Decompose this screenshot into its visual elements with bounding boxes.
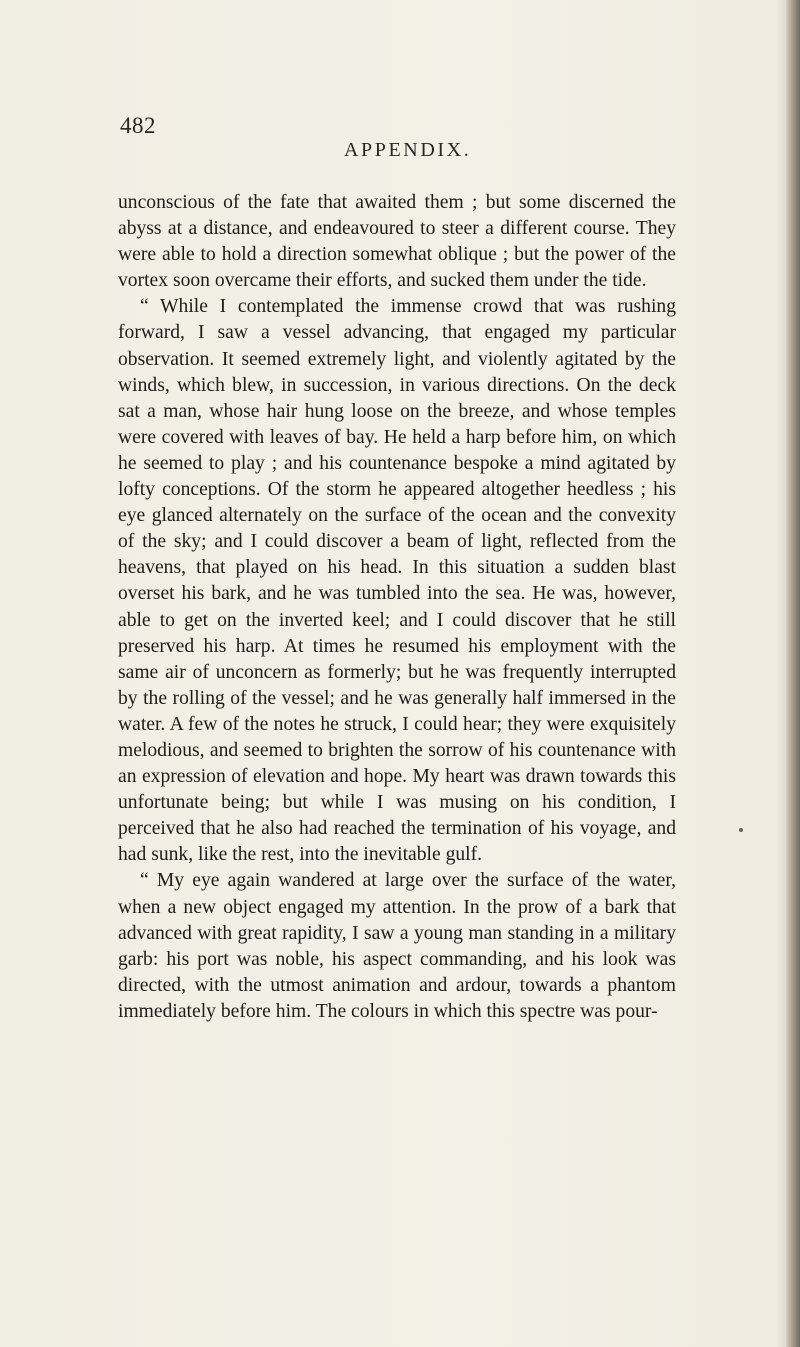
book-spine-edge <box>786 0 800 1347</box>
paragraph-continuation: unconscious of the fate that awaited them ; but some discerned the abyss at a distance, and endeavoured to steer a different course. They were able to hold a direction somewhat oblique ; but the power of the vortex soon overcame their efforts, and sucked them under the tide. <box>118 192 676 292</box>
paper-speck <box>739 828 743 832</box>
page-number: 482 <box>120 113 156 138</box>
section-title: APPENDIX. <box>344 139 472 161</box>
page-gutter-shadow <box>776 0 786 1347</box>
paragraph-harp-vessel: “ While I contemplated the immense crowd that was rushing forward, I saw a vessel advancing, that engaged my particular observation. It seemed extremely light, and violently agitated by the winds, which blew, in succession, in various directions. On the deck sat a man, whose hair hung loose on the breeze, and whose temples were covered with leaves of bay. He held a harp before him, on which he seemed to play ; and his countenance bespoke a mind agitated by lofty conceptions. Of the storm he appeared altogether heedless ; his eye glanced alternately on the surface of the ocean and the convexity of the sky; and I could discover a beam of light, reflected from the heavens, that played on his head. In this situation a sudden blast overset his bark, and he was tumbled into the sea. He was, however, able to get on the inverted keel; and I could discover that he still preserved his harp. At times he resumed his employment with the same air of unconcern as formerly; but he was frequently interrupted by the rolling of the vessel; and he was generally half immersed in the water. A few of the notes he struck, I could hear; they were exquisitely melodious, and seemed to brighten the sorrow of his countenance with an expression of elevation and hope. My heart was drawn towards this unfortunate being; but while I was musing on his condition, I perceived that he also had reached the termination of his voyage, and had sunk, like the rest, into the inevitable gulf. <box>118 296 676 866</box>
running-head <box>118 113 678 167</box>
page-body <box>118 190 676 1025</box>
paragraph-military-bark: “ My eye again wandered at large over the surface of the water, when a new object engaged my attention. In the prow of a bark that advanced with great rapidity, I saw a young man standing in a military garb: his port was noble, his aspect commanding, and his look was directed, with the utmost animation and ardour, towards a phantom immediately before him. The colours in which this spectre was pour- <box>118 870 676 1022</box>
